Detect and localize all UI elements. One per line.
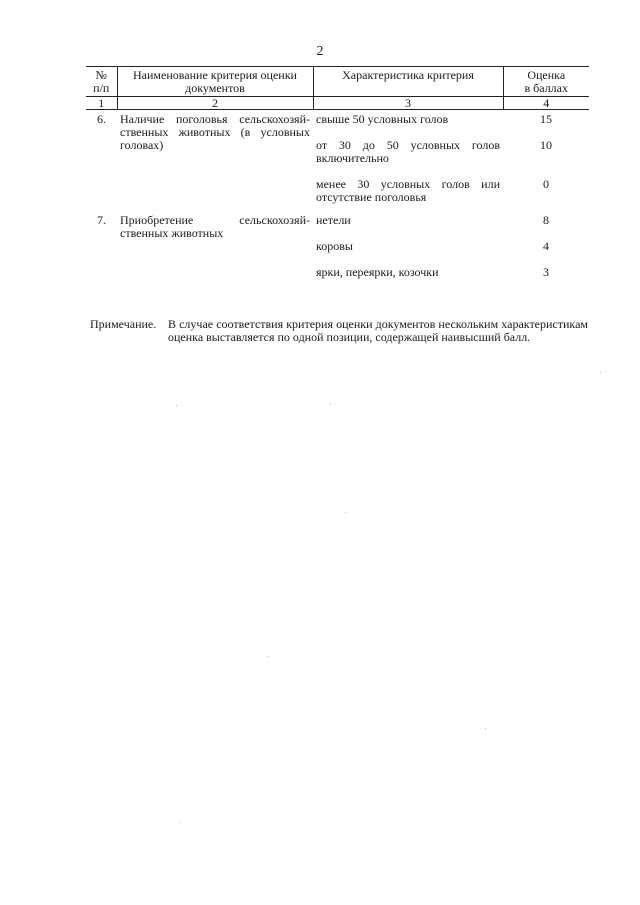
header-characteristic: Характеристика критерия xyxy=(313,67,503,97)
column-number: 1 xyxy=(86,97,117,110)
characteristic: свыше 50 условных голов xyxy=(316,112,449,126)
characteristic: нетели xyxy=(316,213,351,227)
score: 4 xyxy=(543,239,549,253)
row-number: 7. xyxy=(97,213,106,227)
row-number: 6. xyxy=(97,112,106,126)
column-number: 2 xyxy=(117,97,313,110)
score: 10 xyxy=(540,138,552,152)
header-number: № п/п xyxy=(86,67,117,97)
scan-speck xyxy=(176,405,177,406)
table-column-number-row xyxy=(86,97,589,110)
note-text: В случае соответствия критерия оценки документов нескольким характеристикам оценка выставляется по одной позиции, содержащей наивысший балл. xyxy=(168,317,588,344)
scan-speck xyxy=(485,728,486,729)
score: 8 xyxy=(543,213,549,227)
table-header-row xyxy=(86,67,589,97)
page-number: 2 xyxy=(316,44,324,59)
characteristic: коровы xyxy=(316,239,353,253)
scan-speck xyxy=(268,656,269,657)
score: 15 xyxy=(540,112,552,126)
table-row xyxy=(86,204,589,279)
header-criterion-name: Наименование критерия оценки документов xyxy=(117,67,313,97)
header-score: Оценка в баллах xyxy=(503,67,589,97)
characteristic: от 30 до 50 условных голов включительно xyxy=(316,138,500,165)
score: 3 xyxy=(543,265,549,279)
score: 0 xyxy=(543,177,549,191)
scan-speck xyxy=(180,822,181,823)
criterion-name: Наличие поголовья сельскохозяй-ственных животных (в условных головах) xyxy=(120,112,310,152)
criterion-name: Приобретение сельскохозяй-ственных животных xyxy=(120,213,310,240)
note-label: Примечание. xyxy=(90,317,157,331)
column-number: 3 xyxy=(313,97,503,110)
column-number: 4 xyxy=(503,97,589,110)
characteristic: ярки, переярки, козочки xyxy=(316,265,439,279)
scan-speck xyxy=(330,404,331,405)
criteria-table xyxy=(86,66,589,279)
characteristic: менее 30 условных голов или отсутствие поголовья xyxy=(316,177,500,204)
scan-speck xyxy=(600,372,601,373)
table-row xyxy=(86,110,589,205)
scan-speck xyxy=(345,512,346,513)
